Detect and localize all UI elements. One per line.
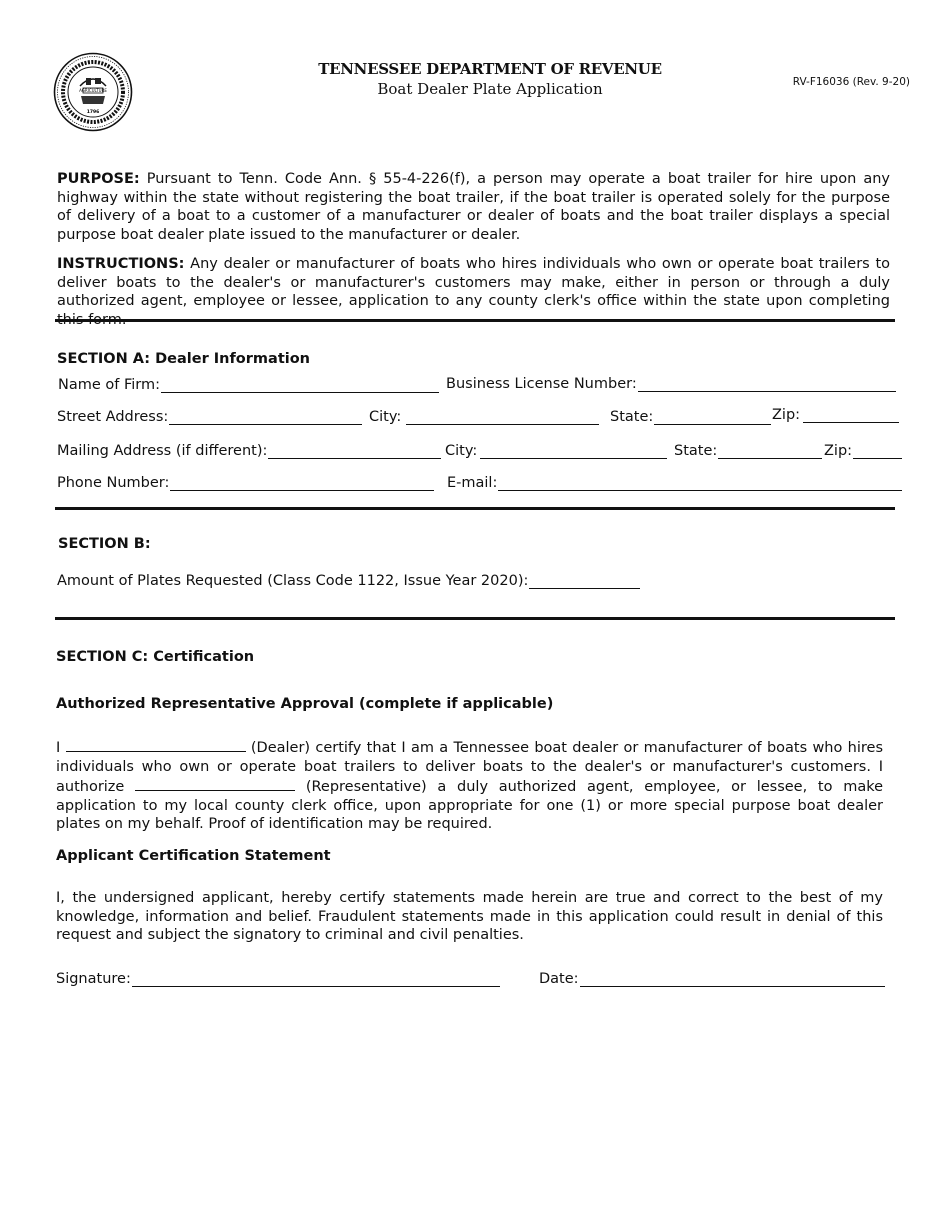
svg-text:AGRICULTURE: AGRICULTURE (79, 88, 107, 94)
business-license-label: Business License Number: (446, 376, 637, 392)
divider (55, 319, 895, 322)
date-field[interactable] (539, 971, 885, 987)
mailing-city-field[interactable] (445, 443, 667, 459)
mailing-zip-field[interactable] (824, 443, 902, 459)
purpose-label: PURPOSE: (57, 171, 140, 187)
street-address-line[interactable] (169, 410, 362, 425)
mailing-zip-label: Zip: (824, 443, 853, 459)
email-label: E-mail: (447, 475, 498, 491)
city-field[interactable] (369, 409, 599, 425)
street-address-field[interactable] (57, 409, 362, 425)
state-line[interactable] (654, 410, 771, 425)
purpose-paragraph (57, 170, 890, 244)
mailing-state-field[interactable] (674, 443, 822, 459)
signature-line[interactable] (132, 972, 500, 987)
department-title: TENNESSEE DEPARTMENT OF REVENUE (318, 60, 662, 78)
mailing-state-label: State: (674, 443, 718, 459)
email-field[interactable] (447, 475, 902, 491)
section-c-title: SECTION C: Certification (56, 649, 255, 665)
phone-number-label: Phone Number: (57, 475, 170, 491)
zip-field[interactable] (772, 407, 899, 423)
state-field[interactable] (610, 409, 771, 425)
state-seal-icon (53, 52, 133, 132)
applicant-cert-title: Applicant Certification Statement (56, 848, 331, 864)
city-line[interactable] (406, 410, 599, 425)
street-address-label: Street Address: (57, 409, 169, 425)
signature-field[interactable] (56, 971, 500, 987)
svg-text:1796: 1796 (86, 110, 100, 115)
divider (55, 617, 895, 620)
phone-number-line[interactable] (170, 476, 434, 491)
mailing-address-line[interactable] (268, 444, 441, 459)
section-a-title: SECTION A: Dealer Information (57, 351, 310, 367)
representative-name-line[interactable] (135, 776, 295, 791)
form-title: Boat Dealer Plate Application (377, 80, 603, 98)
plates-requested-line[interactable] (529, 574, 640, 589)
instructions-label: INSTRUCTIONS: (57, 256, 185, 272)
rep-i-text: I (56, 740, 61, 756)
name-of-firm-label: Name of Firm: (58, 377, 161, 393)
divider (55, 507, 895, 510)
date-label: Date: (539, 971, 579, 987)
mailing-address-field[interactable] (57, 443, 441, 459)
mailing-city-line[interactable] (480, 444, 667, 459)
business-license-line[interactable] (638, 377, 896, 392)
form-number: RV-F16036 (Rev. 9-20) (792, 76, 910, 88)
date-line[interactable] (580, 972, 885, 987)
applicant-cert-paragraph: I, the undersigned applicant, hereby certify statements made herein are true and correct to the best of my knowledge, information and belief. Fraudulent statements made in this application could result in denial of this request and subject the signatory to criminal and civil penalties. (56, 890, 883, 943)
city-label: City: (369, 409, 402, 425)
mailing-address-label: Mailing Address (if different): (57, 443, 268, 459)
purpose-text: Pursuant to Tenn. Code Ann. § 55-4-226(f), a person may operate a boat trailer for hire upon any highway within the state without registering the boat trailer, if the boat trailer is operated solely for the purpose of delivery of a boat to a customer of a manufacturer or dealer of boats and the boat trailer displays a special purpose boat dealer plate issued to the manufacturer or dealer. (57, 171, 891, 243)
name-of-firm-line[interactable] (161, 378, 439, 393)
rep-part2-text: (Representative) a duly authorized agent, employee, or lessee, to make application to my local county clerk office, upon appropriate for one (1) or more special purpose boat dealer plates on my behalf. Proof of identification may be required. (56, 779, 884, 832)
section-b-title: SECTION B: (58, 536, 151, 552)
email-line[interactable] (498, 476, 902, 491)
rep-approval-title: Authorized Representative Approval (complete if applicable) (56, 696, 554, 712)
name-of-firm-field[interactable] (58, 377, 439, 393)
rep-approval-paragraph (56, 737, 883, 834)
business-license-field[interactable] (446, 376, 896, 392)
state-label: State: (610, 409, 654, 425)
phone-number-field[interactable] (57, 475, 434, 491)
zip-line[interactable] (803, 408, 899, 423)
plates-requested-field[interactable] (57, 573, 640, 589)
signature-label: Signature: (56, 971, 131, 987)
mailing-state-line[interactable] (718, 444, 822, 459)
plates-requested-label: Amount of Plates Requested (Class Code 1122, Issue Year 2020): (57, 573, 529, 589)
instructions-text: Any dealer or manufacturer of boats who hires individuals who own or operate boat trailers to deliver boats to the dealer's or manufacturer's customers may make, either in person or through a duly authorized agent, employee or lessee, application to any county clerk's office within the state upon completing (57, 256, 891, 309)
rep-part1-text: (Dealer) certify that I am a Tennessee boat dealer or manufacturer of boats who hires individuals who own or operate boat trailers to deliver boats to the dealer's or manufacturer's customers. I authorize (56, 740, 883, 795)
mailing-city-label: City: (445, 443, 478, 459)
mailing-zip-line[interactable] (853, 444, 902, 459)
instructions-paragraph (57, 255, 890, 329)
zip-label: Zip: (772, 407, 801, 423)
dealer-name-line[interactable] (66, 737, 246, 752)
